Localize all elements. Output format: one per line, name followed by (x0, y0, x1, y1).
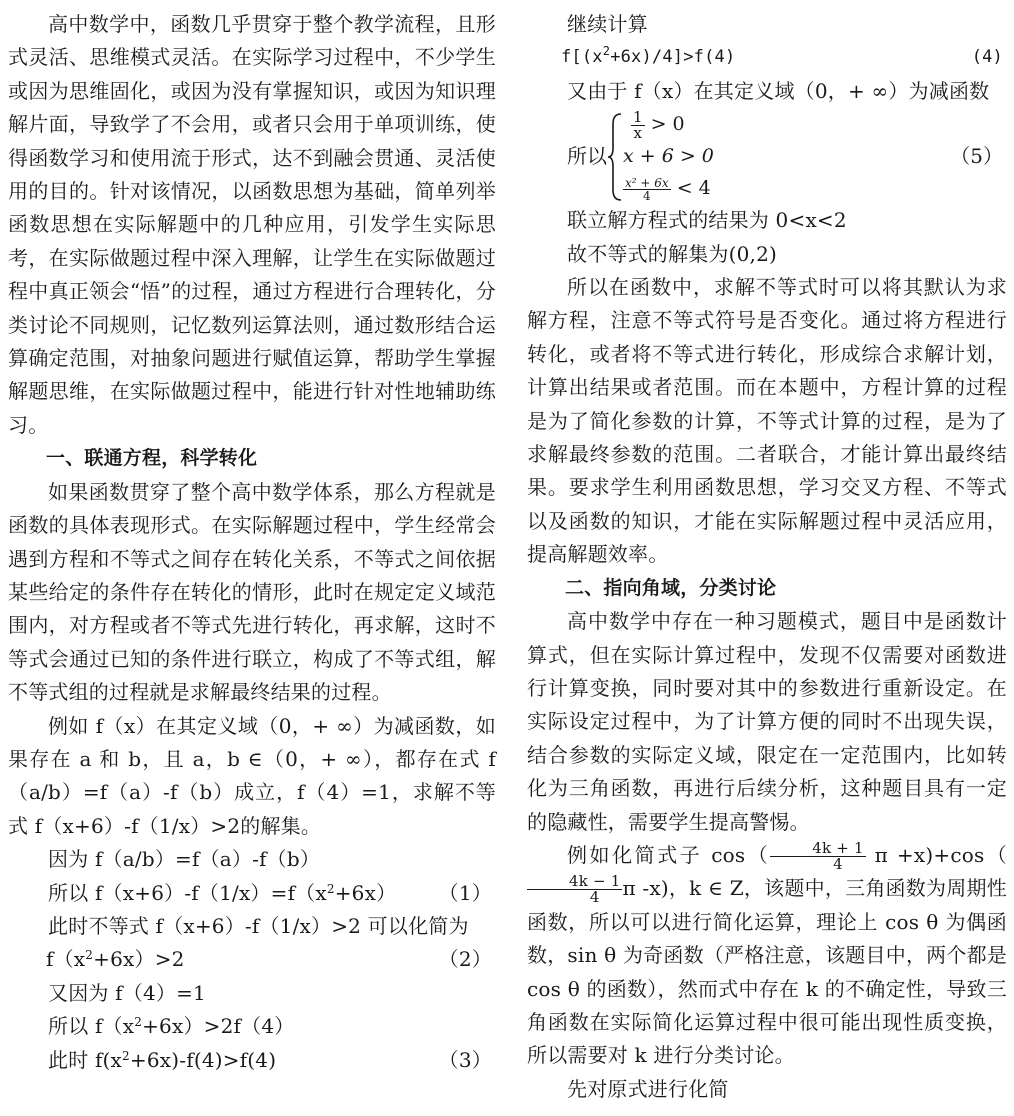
decreasing-function-line: 又由于 f（x）在其定义域（0，+ ∞）为减函数 (567, 78, 990, 103)
system-row-1: $\frac{1}{x}$ > 0 (633, 107, 685, 142)
system-row-2: x + 6 > 0 (623, 145, 714, 168)
simplify-line: 先对原式进行化简 (567, 1076, 729, 1101)
section-heading-2: 二、指向角域，分类讨论 (565, 576, 777, 599)
equation-number-3: （3） (438, 1047, 492, 1072)
equation-line-3: 此时 $f(x^2+6x)-f(4)>f(4)$ （3） (8, 1044, 496, 1077)
paragraph-angle-domain: 高中数学中存在一种习题模式，题目中是函数计算式，但在实际计算过程中，发现不仅需要对函数进行计算变换，同时要对其中的参数进行重新设定。在实际设定过程中，为了计算方便的同时不出现失误，结合参数的实际定义域，限定在一定范围内，比如转化为三角函数，再进行后续分析，这种题目具有一定的隐藏性，需要学生提高警惕。 (527, 609, 1007, 834)
fraction-4k-minus-1: $\frac{4k - 1}{4}$ (527, 874, 622, 905)
equation-line-d: 所以 $f(x^2+6x)>2f(4)$ (48, 1014, 295, 1039)
equation-line-4: $f[(x^2+6x)/4]>f(4)$ (4) (527, 41, 1007, 74)
equation-number-4: (4) (971, 47, 1003, 68)
fraction-4k-plus-1: $\frac{4k + 1}{4}$ (770, 841, 865, 872)
left-column (8, 8, 496, 1077)
section-heading-1: 一、联通方程，科学转化 (46, 447, 258, 470)
right-column (527, 8, 1007, 1106)
left-brace-icon (607, 112, 623, 202)
equation-line-2: $f(x^2+6x)>2$ （2） (8, 943, 496, 976)
equation-line-1: 所以 $f(x+6)-f(1/x)=f(x^2+6x)$ （1） (8, 877, 496, 910)
equation-number-5: （5） (950, 144, 1003, 169)
system-rows (623, 108, 714, 204)
equation-line-a: 因为 f（a/b）=f（a）-f（b） (48, 847, 321, 872)
solution-set-line: 故不等式的解集为(0,2) (567, 241, 778, 266)
example-paragraph: 例如 f（x）在其定义域（0，+ ∞）为减函数，如果存在 a 和 b，且 a，b ∈（0，+ ∞），都存在式 f（a/b）=f（a）-f（b）成立，f（4）=1，求解不等式 f（x+6）-f（1/x）>2的解集。 (8, 713, 496, 838)
summary-paragraph: 所以在函数中，求解不等式时可以将其默认为求解方程，注意不等式符号是否变化。通过将方程进行转化，或者将不等式进行转化，形成综合求解计划，计算出结果或者范围。而在本题中，方程计算的过程是为了简化参数的计算，不等式计算的过程，是为了求解最终参数的范围。二者联合，才能计算出最终结果。要求学生利用函数思想，学习交叉方程、不等式以及函数的知识，才能在实际解题过程中灵活应用，提高解题效率。 (527, 275, 1007, 567)
system-row-3: $\frac{\text{x² + 6x}}{4}$ < 4 (625, 175, 711, 203)
equation-line-c: 又因为 f（4）=1 (48, 980, 206, 1005)
inequality-system (527, 108, 1007, 204)
intro-paragraph: 高中数学中，函数几乎贯穿于整个教学流程，且形式灵活、思维模式灵活。在实际学习过程中，不少学生或因为思维固化，或因为没有掌握知识，或因为知识理解片面，导致学了不会用，或者只会用于单项训练，使得函数学习和使用流于形式，达不到融会贯通、灵活使用的目的。针对该情况，以函数思想为基础，简单列举函数思想在实际解题中的几种应用，引发学生实际思考，在实际做题过程中深入理解，让学生在实际做题过程中真正领会“悟”的过程，通过方程进行合理转化，分类讨论不同规则，记忆数列运算法则，通过数形结合运算确定范围，对抽象问题进行赋值运算，帮助学生掌握解题思维，在实际做题过程中，能进行针对性地辅助练习。 (8, 12, 496, 437)
equation-number-1: （1） (438, 880, 492, 905)
trig-example-paragraph: 例如化简式子 cos（ $\frac{4k + 1}{4}$ π +x)+cos（ $\frac{4k - 1}{4}$ π -x)，k ∈ Z，该题中，三角函数为周期性函数，所以可以进行简化运算，理论上 cos θ 为偶函数，sin θ 为奇函数（严格注意，该题目中，两个都是 cos θ 的函数），然而式中存在 k 的不确定性，导致三角函数在实际简化运算过程中很可能出现性质变换，所以需要对 k 进行分类讨论。 (527, 838, 1007, 1068)
paragraph-equation-transform: 如果函数贯穿了整个高中数学体系，那么方程就是函数的具体表现形式。在实际解题过程中，学生经常会遇到方程和不等式之间存在转化关系，不等式之间依据某些给定的条件存在转化的情形，此时在规定定义域范围内，对方程或者不等式先进行转化，再求解，这时不等式会通过已知的条件进行联立，构成了不等式组，解不等式组的过程就是求解最终结果的过程。 (8, 479, 496, 705)
equation-line-b: 此时不等式 f（x+6）-f（1/x）>2 可以化简为 (48, 913, 469, 938)
solution-line: 联立解方程式的结果为 0<x<2 (567, 208, 847, 233)
continue-line: 继续计算 (567, 12, 648, 36)
system-lead-text: 所以 (567, 144, 607, 169)
equation-number-2: （2） (438, 947, 492, 972)
